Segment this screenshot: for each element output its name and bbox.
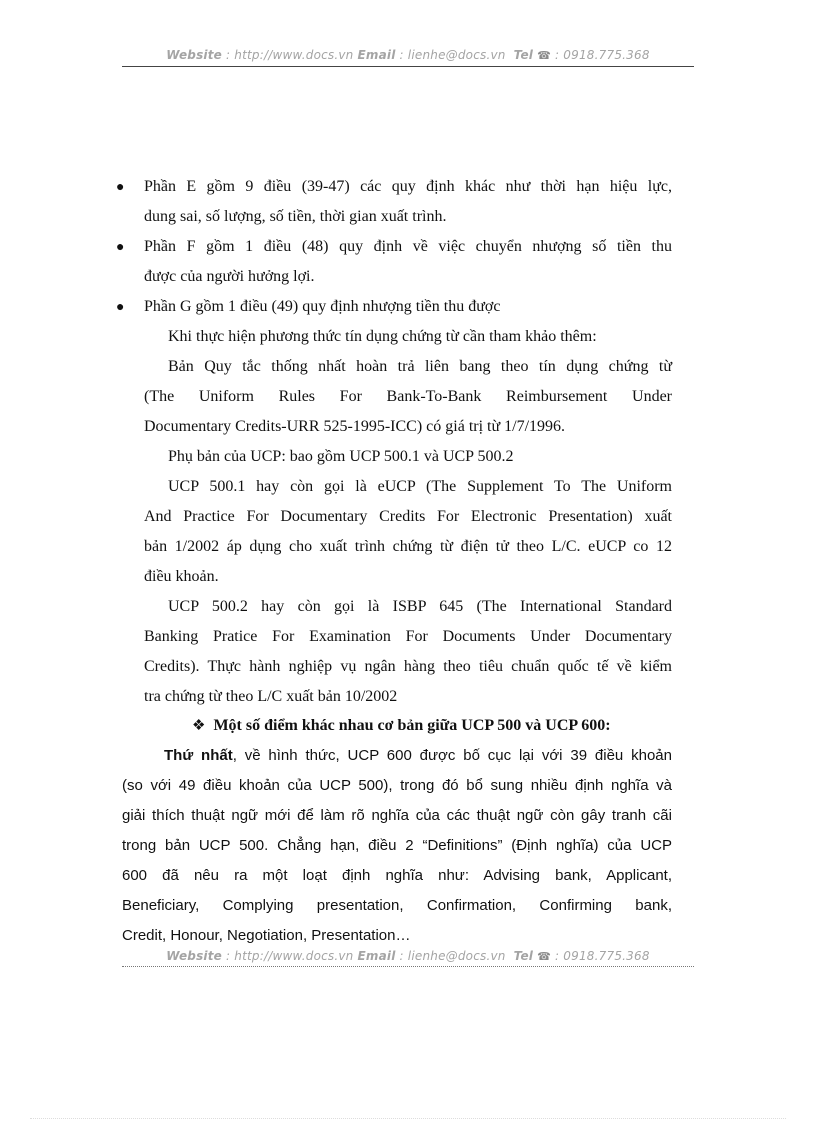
section-lead: Thứ nhất	[164, 747, 233, 764]
paragraph-5-line-2: Banking Pratice For Examination For Documents Under Documentary	[144, 628, 672, 645]
header-website-link[interactable]: : http://www.docs.vn	[222, 48, 358, 62]
bullet-dot-icon: ●	[116, 180, 125, 195]
footer-tel-value: : 0918.775.368	[551, 949, 650, 963]
header-tel-value: : 0918.775.368	[551, 48, 650, 62]
paragraph-5-line-4: tra chứng từ theo L/C xuất bản 10/2002	[144, 688, 398, 705]
footer-website-link[interactable]: : http://www.docs.vn	[222, 949, 358, 963]
header-tel-label: Tel	[513, 48, 534, 62]
footer-email-label: Email	[357, 949, 396, 963]
section-line-2: (so với 49 điều khoản của UCP 500), trong đó bổ sung nhiều định nghĩa và	[122, 777, 672, 794]
header-website-label: Website	[166, 48, 223, 62]
phone-icon: ☎	[537, 49, 552, 62]
paragraph-4-line-2: And Practice For Documentary Credits For Electronic Presentation) xuất	[144, 508, 672, 525]
section-line-4: trong bản UCP 500. Chẳng hạn, điều 2 “Definitions” (Định nghĩa) của UCP	[122, 837, 672, 854]
footer-email-link[interactable]: : lienhe@docs.vn	[395, 949, 510, 963]
phone-icon: ☎	[537, 950, 552, 963]
paragraph-5-line-1: UCP 500.2 hay còn gọi là ISBP 645 (The International Standard	[168, 598, 672, 615]
section-line-7: Credit, Honour, Negotiation, Presentation…	[122, 927, 411, 944]
section-heading-text: Một số điểm khác nhau cơ bản giữa UCP 500 và UCP 600:	[213, 717, 611, 734]
bullet-dot-icon: ●	[116, 240, 125, 255]
paragraph-2-line-3: Documentary Credits-URR 525-1995-ICC) có giá trị từ 1/7/1996.	[144, 418, 566, 435]
page-footer	[122, 949, 694, 963]
page-header	[122, 48, 694, 62]
paragraph-1: Khi thực hiện phương thức tín dụng chứng từ cần tham khảo thêm:	[168, 328, 597, 345]
diamond-bullet-icon: ❖	[192, 718, 206, 734]
paragraph-5-line-3: Credits). Thực hành nghiệp vụ ngân hàng theo tiêu chuẩn quốc tế về kiểm	[144, 658, 672, 675]
section-line-6: Beneficiary, Complying presentation, Confirmation, Confirming bank,	[122, 897, 672, 914]
bullet-g-line: Phần G gồm 1 điều (49) quy định nhượng tiền thu được	[144, 298, 501, 315]
paragraph-3: Phụ bản của UCP: bao gồm UCP 500.1 và UCP 500.2	[168, 448, 514, 465]
bullet-e-line-1: Phần E gồm 9 điều (39-47) các quy định khác như thời hạn hiệu lực,	[144, 178, 672, 195]
section-heading	[192, 716, 611, 735]
footer-website-label: Website	[166, 949, 223, 963]
bullet-e-line-2: dung sai, số lượng, số tiền, thời gian xuất trình.	[144, 208, 447, 225]
bullet-f-line-1: Phần F gồm 1 điều (48) quy định về việc chuyển nhượng số tiền thu	[144, 238, 672, 255]
bullet-f-line-2: được của người hưởng lợi.	[144, 268, 315, 285]
page-bottom-edge	[30, 1118, 786, 1119]
paragraph-4-line-1: UCP 500.1 hay còn gọi là eUCP (The Supplement To The Uniform	[168, 478, 672, 495]
paragraph-4-line-3: bản 1/2002 áp dụng cho xuất trình chứng từ điện tử theo L/C. eUCP co 12	[144, 538, 672, 555]
header-email-link[interactable]: : lienhe@docs.vn	[395, 48, 510, 62]
section-line-5: 600 đã nêu ra một loạt định nghĩa như: Advising bank, Applicant,	[122, 867, 672, 884]
footer-tel-label: Tel	[513, 949, 534, 963]
header-email-label: Email	[357, 48, 396, 62]
bullet-dot-icon: ●	[116, 300, 125, 315]
section-line-1: Thứ nhất, về hình thức, UCP 600 được bố cục lại với 39 điều khoản	[164, 747, 672, 764]
paragraph-2-line-2: (The Uniform Rules For Bank-To-Bank Reimbursement Under	[144, 388, 672, 405]
header-divider	[122, 66, 694, 67]
footer-divider	[122, 966, 694, 967]
paragraph-2-line-1: Bản Quy tắc thống nhất hoàn trả liên bang theo tín dụng chứng từ	[168, 358, 672, 375]
paragraph-4-line-4: điều khoản.	[144, 568, 219, 585]
section-line-3: giải thích thuật ngữ mới để làm rõ nghĩa của các thuật ngữ còn gây tranh cãi	[122, 807, 672, 824]
